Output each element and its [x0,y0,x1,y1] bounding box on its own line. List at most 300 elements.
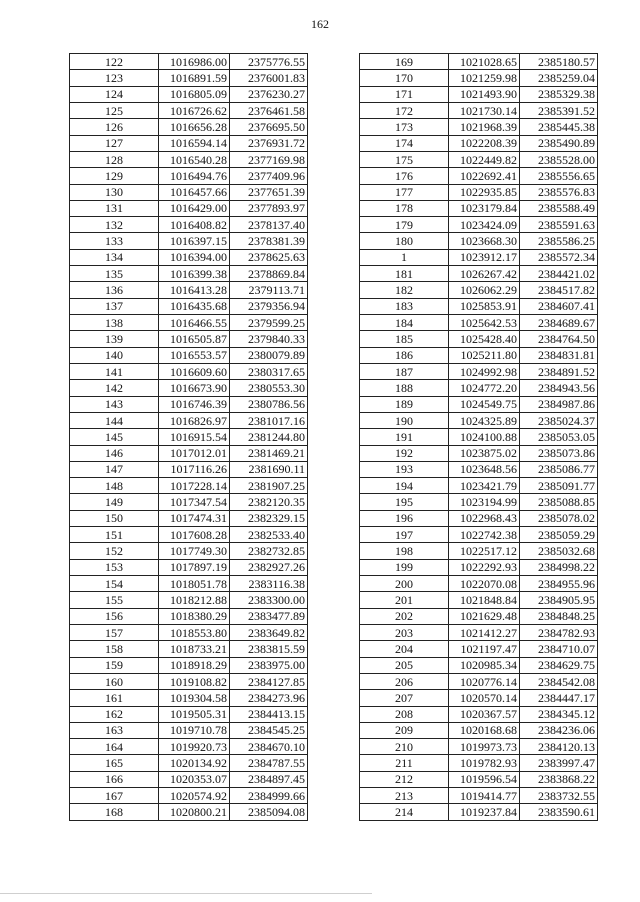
point-number-cell: 190 [360,412,449,428]
table-row [70,722,308,738]
x-coordinate-cell: 1023912.17 [449,249,520,265]
point-number-cell: 151 [70,527,159,543]
table-row [360,673,598,689]
y-coordinate-cell: 2384848.25 [520,608,598,624]
x-coordinate-cell: 1016399.38 [159,266,230,282]
point-number-cell: 145 [70,429,159,445]
point-number-cell: 134 [70,249,159,265]
y-coordinate-cell: 2384764.50 [520,331,598,347]
y-coordinate-cell: 2377893.97 [230,200,308,216]
table-row [70,86,308,102]
x-coordinate-cell: 1017228.14 [159,478,230,494]
x-coordinate-cell: 1021848.84 [449,592,520,608]
x-coordinate-cell: 1019237.84 [449,804,520,820]
x-coordinate-cell: 1021259.98 [449,70,520,86]
y-coordinate-cell: 2384710.07 [520,641,598,657]
table-row [360,461,598,477]
point-number-cell: 172 [360,102,449,118]
point-number-cell: 200 [360,576,449,592]
point-number-cell: 150 [70,510,159,526]
point-number-cell: 144 [70,412,159,428]
y-coordinate-cell: 2384943.56 [520,380,598,396]
y-coordinate-cell: 2384891.52 [520,363,598,379]
x-coordinate-cell: 1018733.21 [159,641,230,657]
table-row [360,624,598,640]
y-coordinate-cell: 2384999.66 [230,788,308,804]
point-number-cell: 163 [70,722,159,738]
x-coordinate-cell: 1022070.08 [449,576,520,592]
y-coordinate-cell: 2381469.21 [230,445,308,461]
table-row [70,771,308,787]
table-row [70,363,308,379]
x-coordinate-cell: 1018918.29 [159,657,230,673]
point-number-cell: 185 [360,331,449,347]
table-row [70,592,308,608]
y-coordinate-cell: 2383997.47 [520,755,598,771]
y-coordinate-cell: 2377409.96 [230,168,308,184]
point-number-cell: 125 [70,102,159,118]
point-number-cell: 138 [70,315,159,331]
point-number-cell: 192 [360,445,449,461]
x-coordinate-cell: 1017608.28 [159,527,230,543]
point-number-cell: 156 [70,608,159,624]
y-coordinate-cell: 2385259.04 [520,70,598,86]
x-coordinate-cell: 1021968.39 [449,119,520,135]
point-number-cell: 165 [70,755,159,771]
point-number-cell: 132 [70,217,159,233]
x-coordinate-cell: 1020985.34 [449,657,520,673]
y-coordinate-cell: 2383116.38 [230,576,308,592]
table-row [360,592,598,608]
table-row [70,119,308,135]
table-row [360,135,598,151]
y-coordinate-cell: 2384120.13 [520,739,598,755]
table-row [360,755,598,771]
x-coordinate-cell: 1025211.80 [449,347,520,363]
point-number-cell: 176 [360,168,449,184]
table-row [360,576,598,592]
point-number-cell: 202 [360,608,449,624]
point-number-cell: 204 [360,641,449,657]
table-row [360,429,598,445]
x-coordinate-cell: 1016826.97 [159,412,230,428]
x-coordinate-cell: 1021629.48 [449,608,520,624]
point-number-cell: 212 [360,771,449,787]
x-coordinate-cell: 1025642.53 [449,315,520,331]
y-coordinate-cell: 2381907.25 [230,478,308,494]
y-coordinate-cell: 2385053.05 [520,429,598,445]
y-coordinate-cell: 2383975.00 [230,657,308,673]
point-number-cell: 182 [360,282,449,298]
table-row [360,315,598,331]
y-coordinate-cell: 2384670.10 [230,739,308,755]
point-number-cell: 154 [70,576,159,592]
y-coordinate-cell: 2384998.22 [520,559,598,575]
x-coordinate-cell: 1016413.28 [159,282,230,298]
y-coordinate-cell: 2384413.15 [230,706,308,722]
x-coordinate-cell: 1024325.89 [449,412,520,428]
table-row [360,543,598,559]
table-row [70,641,308,657]
table-row [70,706,308,722]
x-coordinate-cell: 1017897.19 [159,559,230,575]
y-coordinate-cell: 2383649.82 [230,624,308,640]
table-row [70,217,308,233]
point-number-cell: 127 [70,135,159,151]
table-row [360,298,598,314]
x-coordinate-cell: 1016891.59 [159,70,230,86]
point-number-cell: 213 [360,788,449,804]
x-coordinate-cell: 1024772.20 [449,380,520,396]
x-coordinate-cell: 1019973.73 [449,739,520,755]
x-coordinate-cell: 1019782.93 [449,755,520,771]
point-number-cell: 159 [70,657,159,673]
y-coordinate-cell: 2384447.17 [520,690,598,706]
y-coordinate-cell: 2381017.16 [230,412,308,428]
table-row [360,739,598,755]
point-number-cell: 140 [70,347,159,363]
table-row [360,412,598,428]
x-coordinate-cell: 1023668.30 [449,233,520,249]
table-row [70,412,308,428]
point-number-cell: 130 [70,184,159,200]
y-coordinate-cell: 2385586.25 [520,233,598,249]
table-row [360,722,598,738]
x-coordinate-cell: 1016397.15 [159,233,230,249]
y-coordinate-cell: 2385024.37 [520,412,598,428]
x-coordinate-cell: 1017012.01 [159,445,230,461]
x-coordinate-cell: 1025428.40 [449,331,520,347]
y-coordinate-cell: 2382732.85 [230,543,308,559]
point-number-cell: 203 [360,624,449,640]
y-coordinate-cell: 2384905.95 [520,592,598,608]
table-row [70,429,308,445]
table-row [70,266,308,282]
table-row [360,445,598,461]
y-coordinate-cell: 2383300.00 [230,592,308,608]
point-number-cell: 160 [70,673,159,689]
table-row [360,527,598,543]
table-row [360,347,598,363]
x-coordinate-cell: 1016466.55 [159,315,230,331]
x-coordinate-cell: 1023194.99 [449,494,520,510]
point-number-cell: 146 [70,445,159,461]
table-row [70,151,308,167]
y-coordinate-cell: 2381690.11 [230,461,308,477]
x-coordinate-cell: 1020367.57 [449,706,520,722]
table-row [70,543,308,559]
table-row [360,804,598,820]
x-coordinate-cell: 1016915.54 [159,429,230,445]
x-coordinate-cell: 1016394.00 [159,249,230,265]
y-coordinate-cell: 2385572.34 [520,249,598,265]
x-coordinate-cell: 1016505.87 [159,331,230,347]
y-coordinate-cell: 2378137.40 [230,217,308,233]
table-row [70,315,308,331]
y-coordinate-cell: 2383868.22 [520,771,598,787]
table-row [360,217,598,233]
y-coordinate-cell: 2383590.61 [520,804,598,820]
y-coordinate-cell: 2384955.96 [520,576,598,592]
point-number-cell: 187 [360,363,449,379]
x-coordinate-cell: 1016986.00 [159,54,230,70]
point-number-cell: 210 [360,739,449,755]
point-number-cell: 206 [360,673,449,689]
table-row [70,739,308,755]
y-coordinate-cell: 2385086.77 [520,461,598,477]
x-coordinate-cell: 1016429.00 [159,200,230,216]
y-coordinate-cell: 2385329.38 [520,86,598,102]
table-row [360,249,598,265]
table-row [70,690,308,706]
table-row [360,151,598,167]
x-coordinate-cell: 1016726.62 [159,102,230,118]
point-number-cell: 167 [70,788,159,804]
point-number-cell: 147 [70,461,159,477]
x-coordinate-cell: 1026062.29 [449,282,520,298]
x-coordinate-cell: 1021493.90 [449,86,520,102]
y-coordinate-cell: 2378381.39 [230,233,308,249]
y-coordinate-cell: 2384345.12 [520,706,598,722]
y-coordinate-cell: 2385445.38 [520,119,598,135]
table-row [70,494,308,510]
x-coordinate-cell: 1020134.92 [159,755,230,771]
x-coordinate-cell: 1016408.82 [159,217,230,233]
point-number-cell: 201 [360,592,449,608]
point-number-cell: 166 [70,771,159,787]
table-row [360,559,598,575]
y-coordinate-cell: 2384689.67 [520,315,598,331]
table-row [70,70,308,86]
table-row [360,200,598,216]
y-coordinate-cell: 2385078.02 [520,510,598,526]
point-number-cell: 136 [70,282,159,298]
x-coordinate-cell: 1016746.39 [159,396,230,412]
point-number-cell: 164 [70,739,159,755]
y-coordinate-cell: 2380079.89 [230,347,308,363]
bottom-scan-edge [0,893,372,894]
point-number-cell: 209 [360,722,449,738]
table-row [70,624,308,640]
table-row [70,461,308,477]
table-row [360,86,598,102]
x-coordinate-cell: 1019108.82 [159,673,230,689]
point-number-cell: 198 [360,543,449,559]
point-number-cell: 126 [70,119,159,135]
table-row [360,184,598,200]
table-row [70,608,308,624]
y-coordinate-cell: 2382533.40 [230,527,308,543]
x-coordinate-cell: 1022968.43 [449,510,520,526]
x-coordinate-cell: 1019304.58 [159,690,230,706]
point-number-cell: 189 [360,396,449,412]
point-number-cell: 197 [360,527,449,543]
x-coordinate-cell: 1022517.12 [449,543,520,559]
x-coordinate-cell: 1020570.14 [449,690,520,706]
table-row [70,527,308,543]
y-coordinate-cell: 2376461.58 [230,102,308,118]
table-row [360,119,598,135]
point-number-cell: 196 [360,510,449,526]
y-coordinate-cell: 2384787.55 [230,755,308,771]
y-coordinate-cell: 2376230.27 [230,86,308,102]
table-row [70,478,308,494]
y-coordinate-cell: 2376695.50 [230,119,308,135]
y-coordinate-cell: 2380786.56 [230,396,308,412]
point-number-cell: 168 [70,804,159,820]
x-coordinate-cell: 1016594.14 [159,135,230,151]
table-row [70,788,308,804]
y-coordinate-cell: 2381244.80 [230,429,308,445]
x-coordinate-cell: 1019710.78 [159,722,230,738]
point-number-cell: 178 [360,200,449,216]
y-coordinate-cell: 2385588.49 [520,200,598,216]
point-number-cell: 129 [70,168,159,184]
y-coordinate-cell: 2384987.86 [520,396,598,412]
table-row [360,282,598,298]
table-row [360,690,598,706]
x-coordinate-cell: 1016673.90 [159,380,230,396]
table-row [360,510,598,526]
point-number-cell: 124 [70,86,159,102]
point-number-cell: 153 [70,559,159,575]
point-number-cell: 208 [360,706,449,722]
y-coordinate-cell: 2379113.71 [230,282,308,298]
x-coordinate-cell: 1023648.56 [449,461,520,477]
point-number-cell: 186 [360,347,449,363]
x-coordinate-cell: 1018553.80 [159,624,230,640]
y-coordinate-cell: 2380553.30 [230,380,308,396]
point-number-cell: 162 [70,706,159,722]
point-number-cell: 143 [70,396,159,412]
y-coordinate-cell: 2384629.75 [520,657,598,673]
y-coordinate-cell: 2385576.83 [520,184,598,200]
x-coordinate-cell: 1016494.76 [159,168,230,184]
y-coordinate-cell: 2377651.39 [230,184,308,200]
table-row [70,298,308,314]
point-number-cell: 123 [70,70,159,86]
point-number-cell: 183 [360,298,449,314]
x-coordinate-cell: 1022935.85 [449,184,520,200]
table-row [70,233,308,249]
x-coordinate-cell: 1016609.60 [159,363,230,379]
table-row [70,249,308,265]
point-number-cell: 142 [70,380,159,396]
y-coordinate-cell: 2377169.98 [230,151,308,167]
table-row [70,804,308,820]
x-coordinate-cell: 1019596.54 [449,771,520,787]
point-number-cell: 175 [360,151,449,167]
table-row [70,673,308,689]
x-coordinate-cell: 1017749.30 [159,543,230,559]
table-row [360,706,598,722]
point-number-cell: 157 [70,624,159,640]
y-coordinate-cell: 2379356.94 [230,298,308,314]
point-number-cell: 193 [360,461,449,477]
table-row [360,233,598,249]
x-coordinate-cell: 1022208.39 [449,135,520,151]
x-coordinate-cell: 1018380.29 [159,608,230,624]
y-coordinate-cell: 2385059.29 [520,527,598,543]
table-row [360,54,598,70]
x-coordinate-cell: 1016805.09 [159,86,230,102]
y-coordinate-cell: 2382927.26 [230,559,308,575]
x-coordinate-cell: 1020353.07 [159,771,230,787]
table-row [70,576,308,592]
point-number-cell: 155 [70,592,159,608]
y-coordinate-cell: 2375776.55 [230,54,308,70]
table-row [360,168,598,184]
y-coordinate-cell: 2379840.33 [230,331,308,347]
point-number-cell: 205 [360,657,449,673]
table-row [70,559,308,575]
y-coordinate-cell: 2384542.08 [520,673,598,689]
point-number-cell: 152 [70,543,159,559]
table-row [70,184,308,200]
point-number-cell: 131 [70,200,159,216]
table-row [360,478,598,494]
y-coordinate-cell: 2385556.65 [520,168,598,184]
x-coordinate-cell: 1024100.88 [449,429,520,445]
table-row [70,347,308,363]
table-row [70,396,308,412]
coordinates-table-left [69,53,308,821]
point-number-cell: 170 [360,70,449,86]
y-coordinate-cell: 2384782.93 [520,624,598,640]
x-coordinate-cell: 1018051.78 [159,576,230,592]
x-coordinate-cell: 1021730.14 [449,102,520,118]
x-coordinate-cell: 1022692.41 [449,168,520,184]
x-coordinate-cell: 1021197.47 [449,641,520,657]
x-coordinate-cell: 1022742.38 [449,527,520,543]
y-coordinate-cell: 2383477.89 [230,608,308,624]
x-coordinate-cell: 1025853.91 [449,298,520,314]
point-number-cell: 177 [360,184,449,200]
x-coordinate-cell: 1024549.75 [449,396,520,412]
x-coordinate-cell: 1023179.84 [449,200,520,216]
y-coordinate-cell: 2382120.35 [230,494,308,510]
table-row [70,54,308,70]
table-row [360,331,598,347]
table-row [70,331,308,347]
point-number-cell: 207 [360,690,449,706]
y-coordinate-cell: 2380317.65 [230,363,308,379]
x-coordinate-cell: 1017347.54 [159,494,230,510]
table-row [360,788,598,804]
table-row [70,200,308,216]
y-coordinate-cell: 2382329.15 [230,510,308,526]
y-coordinate-cell: 2379599.25 [230,315,308,331]
table-row [360,396,598,412]
point-number-cell: 161 [70,690,159,706]
x-coordinate-cell: 1026267.42 [449,266,520,282]
point-number-cell: 184 [360,315,449,331]
x-coordinate-cell: 1020776.14 [449,673,520,689]
table-row [360,380,598,396]
y-coordinate-cell: 2385094.08 [230,804,308,820]
x-coordinate-cell: 1016435.68 [159,298,230,314]
x-coordinate-cell: 1022449.82 [449,151,520,167]
x-coordinate-cell: 1020800.21 [159,804,230,820]
point-number-cell: 211 [360,755,449,771]
x-coordinate-cell: 1021412.27 [449,624,520,640]
y-coordinate-cell: 2384545.25 [230,722,308,738]
point-number-cell: 194 [360,478,449,494]
y-coordinate-cell: 2376931.72 [230,135,308,151]
point-number-cell: 191 [360,429,449,445]
y-coordinate-cell: 2385391.52 [520,102,598,118]
y-coordinate-cell: 2384831.81 [520,347,598,363]
